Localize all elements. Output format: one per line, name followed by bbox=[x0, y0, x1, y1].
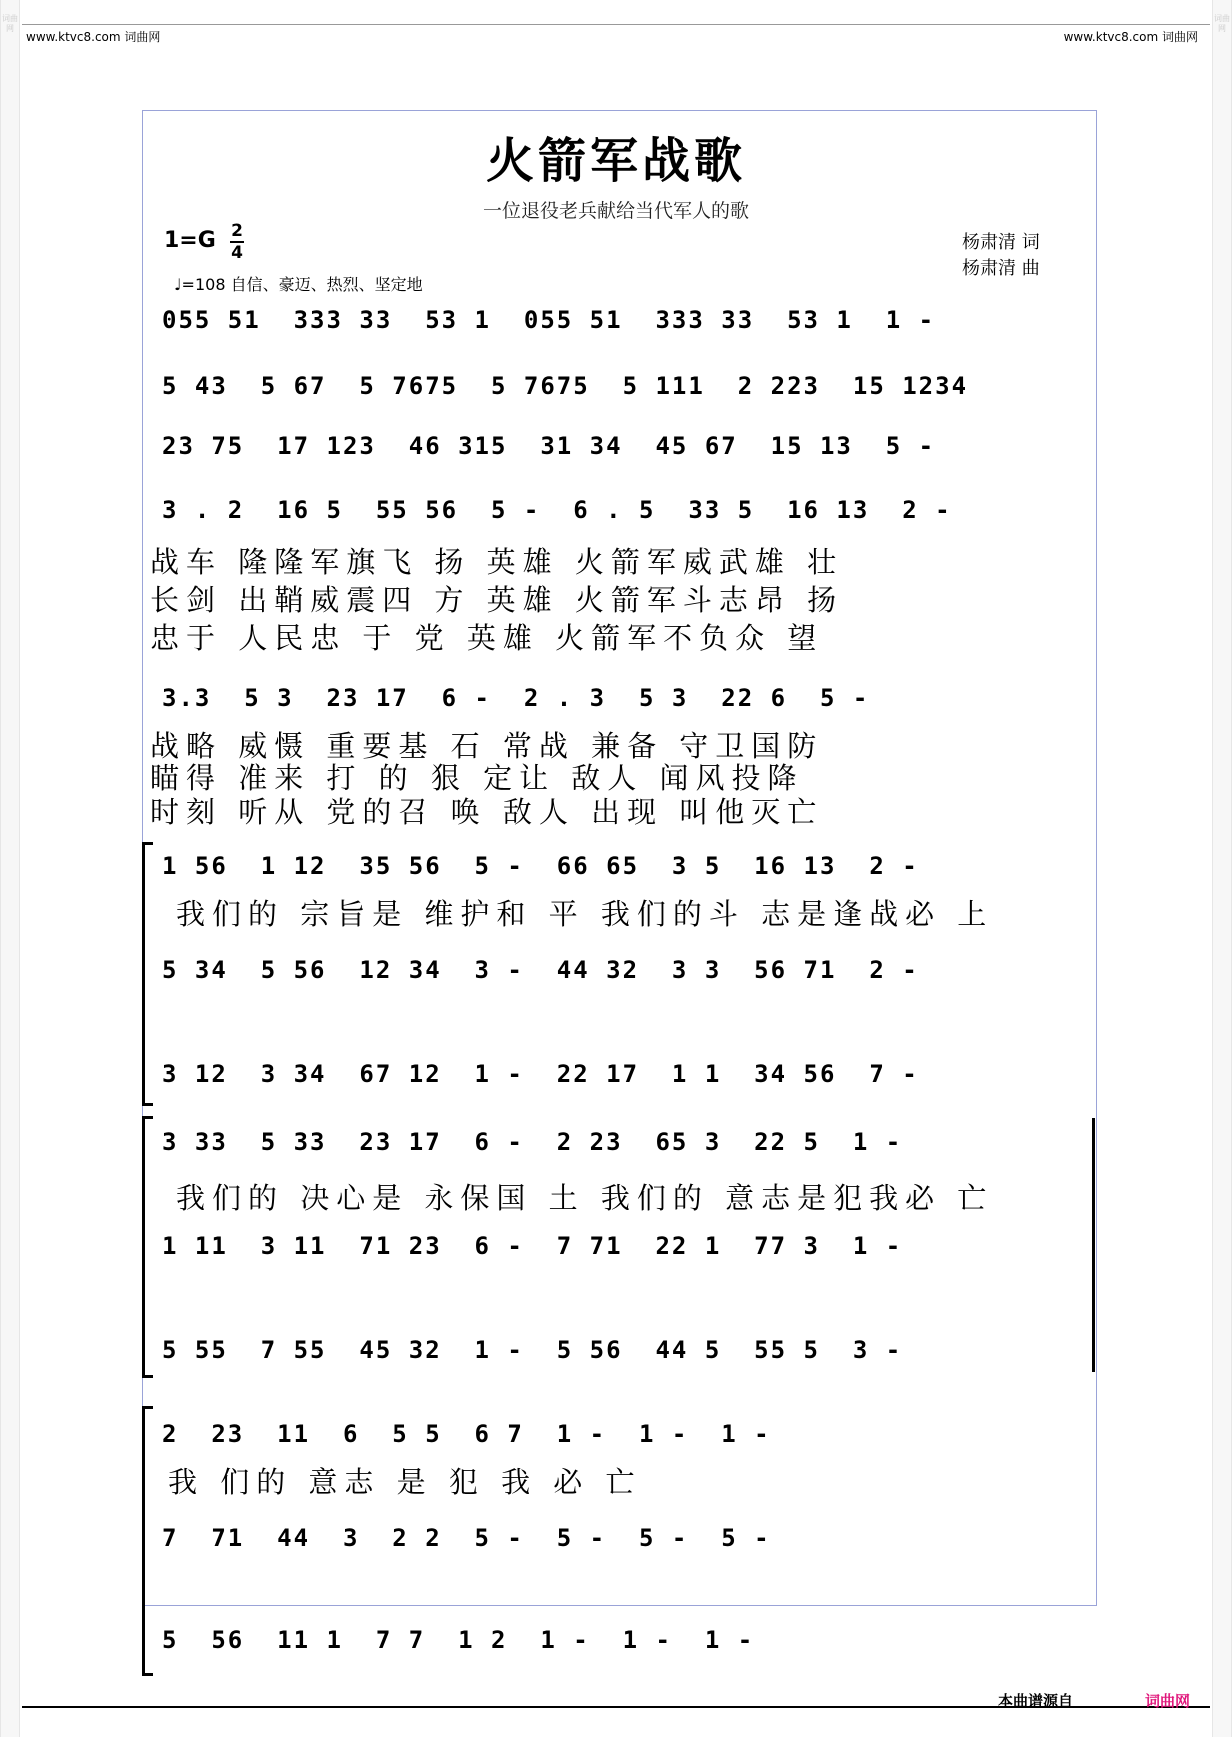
score-row bbox=[150, 680, 1095, 720]
notation: 5 34 5 56 12 34 3 - 44 32 3 3 56 71 2 - bbox=[162, 956, 919, 984]
score-row bbox=[150, 428, 1095, 468]
notation: 2 23 11 6 5 5 6 7 1 - 1 - 1 - bbox=[162, 1420, 771, 1448]
lyric-line: 战车 隆隆军旗飞 扬 英雄 火箭军威武雄 壮 bbox=[150, 545, 844, 579]
footer-link[interactable]: 词曲网 bbox=[1145, 1692, 1191, 1710]
site-link-left[interactable]: www.ktvc8.com 词曲网 bbox=[26, 30, 161, 44]
notation: 055 51 333 33 53 1 055 51 333 33 53 1 1 - bbox=[162, 306, 936, 334]
watermark-text: 词曲网 bbox=[1214, 14, 1230, 33]
lyric-line: 忠于 人民忠 于 党 英雄 火箭军不负众 望 bbox=[150, 621, 824, 655]
notation: 3 . 2 16 5 55 56 5 - 6 . 5 33 5 16 13 2 - bbox=[162, 496, 952, 524]
score-row bbox=[150, 952, 1095, 992]
score-row bbox=[150, 1228, 1095, 1268]
notation: 3 33 5 33 23 17 6 - 2 23 65 3 22 5 1 - bbox=[162, 1128, 903, 1156]
left-watermark-strip bbox=[0, 0, 20, 1737]
tempo-marking: ♩=108 自信、豪迈、热烈、坚定地 bbox=[174, 275, 423, 294]
score-row bbox=[150, 848, 1095, 888]
notation: 7 71 44 3 2 2 5 - 5 - 5 - 5 - bbox=[162, 1524, 771, 1552]
watermark-text: 词曲网 bbox=[2, 14, 18, 33]
notation: 5 56 11 1 7 7 1 2 1 - 1 - 1 - bbox=[162, 1626, 755, 1654]
score-row bbox=[150, 1056, 1095, 1096]
notation: 1 11 3 11 71 23 6 - 7 71 22 1 77 3 1 - bbox=[162, 1232, 903, 1260]
time-signature bbox=[230, 222, 244, 262]
lyric-line: 我们的 决心是 永保国 土 我们的 意志是犯我必 亡 bbox=[176, 1181, 994, 1215]
lyric-line: 我 们的 意志 是 犯 我 必 亡 bbox=[168, 1465, 642, 1499]
site-link-right[interactable]: www.ktvc8.com 词曲网 bbox=[1063, 30, 1198, 44]
key-signature: 1=G bbox=[164, 228, 216, 253]
song-title: 火箭军战歌 bbox=[485, 133, 746, 189]
notation: 1 56 1 12 35 56 5 - 66 65 3 5 16 13 2 - bbox=[162, 852, 919, 880]
repeat-bar bbox=[1092, 1118, 1095, 1372]
composer: 杨肃清 曲 bbox=[962, 258, 1040, 279]
score-row bbox=[150, 1622, 1095, 1662]
score-row bbox=[150, 368, 1095, 408]
score-row bbox=[150, 1332, 1095, 1372]
notation: 5 43 5 67 5 7675 5 7675 5 111 2 223 15 1234 bbox=[162, 372, 969, 400]
lyric-line: 我们的 宗旨是 维护和 平 我们的斗 志是逢战必 上 bbox=[176, 897, 994, 931]
lyric-line: 瞄得 准来 打 的 狠 定让 敌人 闻风投降 bbox=[150, 761, 804, 795]
credits bbox=[962, 230, 1040, 282]
footer-source: 本曲谱源自 bbox=[998, 1692, 1074, 1710]
notation: 5 55 7 55 45 32 1 - 5 56 44 5 55 5 3 - bbox=[162, 1336, 903, 1364]
notation: 3 12 3 34 67 12 1 - 22 17 1 1 34 56 7 - bbox=[162, 1060, 919, 1088]
notation: 23 75 17 123 46 315 31 34 45 67 15 13 5 - bbox=[162, 432, 936, 460]
score-row bbox=[150, 492, 1095, 532]
score-row bbox=[150, 1520, 1095, 1560]
score-row bbox=[150, 1124, 1095, 1164]
lyric-line: 时刻 听从 党的召 唤 敌人 出现 叫他灭亡 bbox=[150, 795, 824, 829]
right-watermark-strip bbox=[1212, 0, 1232, 1737]
score-row bbox=[150, 1416, 1095, 1456]
score-row bbox=[150, 302, 1095, 342]
lyric-line: 长剑 出鞘威震四 方 英雄 火箭军斗志昂 扬 bbox=[150, 583, 844, 617]
notation: 3.3 5 3 23 17 6 - 2 . 3 5 3 22 6 5 - bbox=[162, 684, 870, 712]
song-subtitle: 一位退役老兵献给当代军人的歌 bbox=[482, 200, 749, 222]
lyric-line: 战略 威慑 重要基 石 常战 兼备 守卫国防 bbox=[150, 729, 824, 763]
top-rule bbox=[22, 24, 1210, 25]
time-top: 2 bbox=[231, 221, 243, 241]
time-bottom: 4 bbox=[231, 243, 243, 263]
lyricist: 杨肃清 词 bbox=[962, 232, 1040, 253]
